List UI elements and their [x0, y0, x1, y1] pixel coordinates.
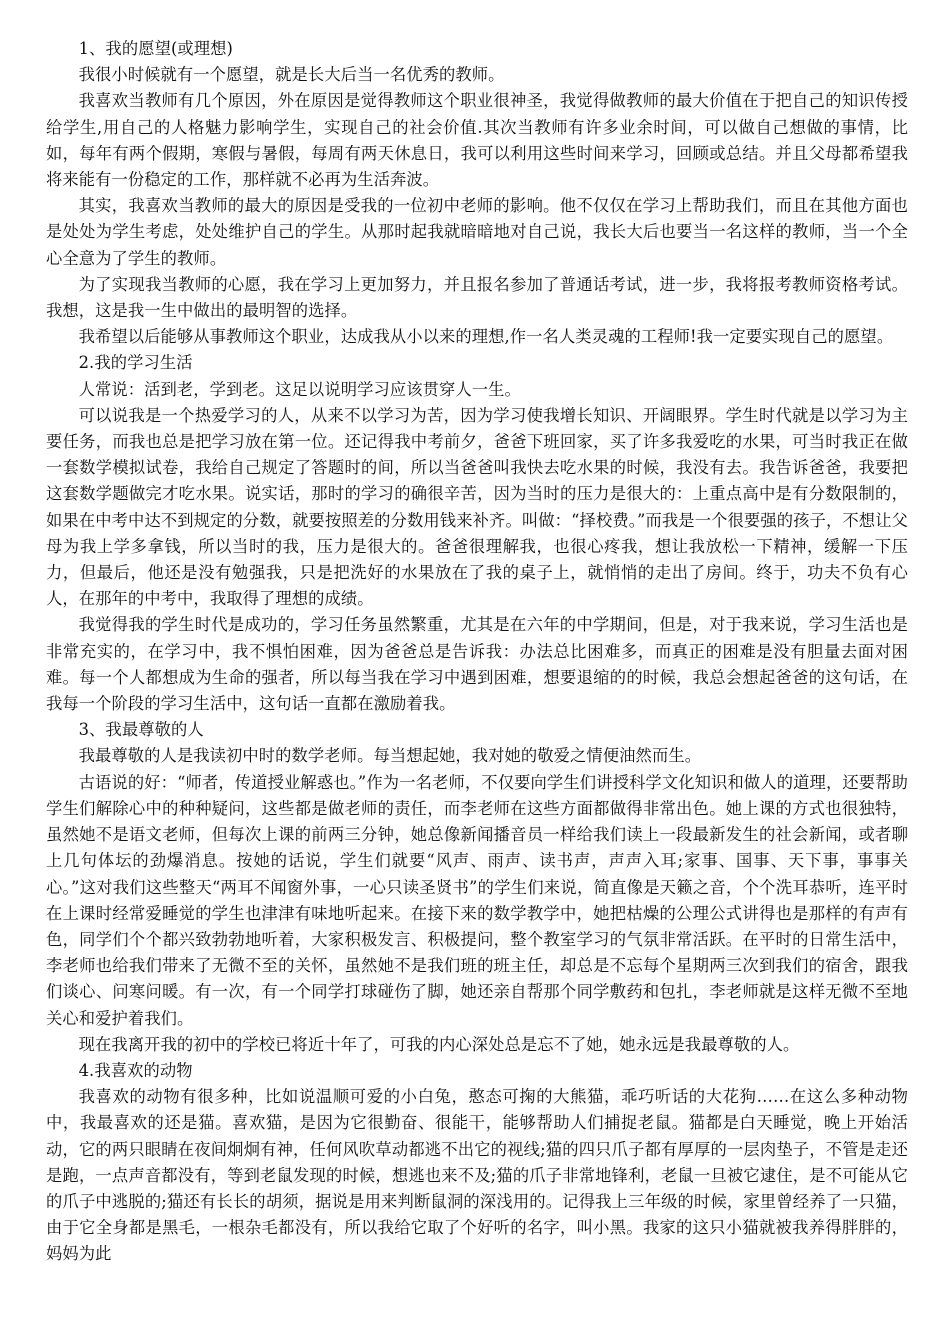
- paragraph: 为了实现我当教师的心愿，我在学习上更加努力，并且报名参加了普通话考试，进一步，我将报考教师资格考试。我想，这是我一生中做出的最明智的选择。: [46, 274, 908, 321]
- section-heading-wish: 1、我的愿望(或理想): [78, 39, 234, 58]
- paragraph: 现在我离开我的初中的学校已将近十年了，可我的内心深处总是忘不了她，她永远是我最尊敬的人。: [78, 1034, 800, 1054]
- section-heading-favorite-animal: 4.我喜欢的动物: [78, 1060, 193, 1080]
- paragraph: 其实，我喜欢当教师的最大的原因是受我的一位初中老师的影响。他不仅仅在学习上帮助我们，而且在其他方面也是处处为学生考虑，处处维护自己的学生。从那时起我就暗暗地对自己说，我长大后也要当一名这样的教师，当一个全心全意为了学生的教师。: [46, 196, 908, 268]
- paragraph: 我很小时候就有一个愿望，就是长大后当一名优秀的教师。: [78, 65, 505, 85]
- paragraph: 我喜欢的动物有很多种，比如说温顺可爱的小白兔，憨态可掬的大熊猫，乖巧听话的大花狗……在这么多种动物中，我最喜欢的还是猫。喜欢猫，是因为它很勤奋、很能干，能够帮助人们捕捉老鼠。猫都是白天睡觉，晚上开始活动，它的两只眼睛在夜间炯炯有神，任何风吹草动都逃不出它的视线;猫的四只爪子都有厚厚的一层肉垫子，不管是走还是跑，一点声音都没有，等到老鼠发现的时候，想逃也来不及;猫的爪子非常地锋利，老鼠一旦被它逮住，是不可能从它的爪子中逃脱的;猫还有长长的胡须，据说是用来判断鼠洞的深浅用的。记得我上三年级的时候，家里曾经养了一只猫，由于它全身都是黑毛，一根杂毛都没有，所以我给它取了个好听的名字，叫小黑。我家的这只小猫就被我养得胖胖的，妈妈为此: [46, 1087, 908, 1264]
- paragraph: 我最尊敬的人是我读初中时的数学老师。每当想起她，我对她的敬爱之情便油然而生。: [78, 746, 702, 766]
- paragraph: 我希望以后能够从事教师这个职业，达成我从小以来的理想,作一名人类灵魂的工程师!我一定要实现自己的愿望。: [78, 327, 894, 347]
- paragraph: 我喜欢当教师有几个原因，外在原因是觉得教师这个职业很神圣，我觉得做教师的最大价值在于把自己的知识传授给学生,用自己的人格魅力影响学生，实现自己的社会价值.其次当教师有许多业余时间，可以做自己想做的事情，比如，每年有两个假期，寒假与暑假，每周有两天休息日，我可以利用这些时间来学习，回顾或总结。并且父母都希望我将来能有一份稳定的工作，那样就不必再为生活奔波。: [46, 91, 908, 190]
- paragraph: 我觉得我的学生时代是成功的，学习任务虽然繁重，尤其是在六年的中学期间，但是，对于我来说，学习生活也是非常充实的，在学习中，我不惧怕困难，因为爸爸总是告诉我：办法总比困难多，而真正的困难是没有胆量去面对困难。每一个人都想成为生命的强者，所以每当我在学习中遇到困难，想要退缩的的时候，我总会想起爸爸的这句话，在我每一个阶段的学习生活中，这句话一直都在激励着我。: [46, 615, 908, 714]
- paragraph: 可以说我是一个热爱学习的人，从来不以学习为苦，因为学习使我增长知识、开阔眼界。学生时代就是以学习为主要任务，而我也总是把学习放在第一位。还记得我中考前夕，爸爸下班回家，买了许多我爱吃的水果，可当时我正在做一套数学模拟试卷，我给自己规定了答题时的间，所以当爸爸叫我快去吃水果的时候，我没有去。我告诉爸爸，我要把这套数学题做完才吃水果。说实话，那时的学习的确很辛苦，因为当时的压力是很大的：上重点高中是有分数限制的，如果在中考中达不到规定的分数，就要按照差的分数用钱来补齐。叫做：“择校费。”而我是一个很要强的孩子，不想让父母为我上学多拿钱，所以当时的我，压力是很大的。爸爸很理解我，也很心疼我，想让我放松一下精神，缓解一下压力，但最后，他还是没有勉强我，只是把洗好的水果放在了我的桌子上，就悄悄的走出了房间。终于，功夫不负有心人，在那年的中考中，我取得了理想的成绩。: [46, 405, 908, 609]
- section-heading-respected-person: 3、我最尊敬的人: [78, 720, 204, 740]
- paragraph: 古语说的好：“师者，传道授业解惑也。”作为一名老师，不仅要向学生们讲授科学文化知识和做人的道理，还要帮助学生们解除心中的种种疑问，这些都是做老师的责任，而李老师在这些方面都做得非常出色。她上课的方式也很独特，虽然她不是语文老师，但每次上课的前两三分钟，她总像新闻播音员一样给我们读上一段最新发生的社会新闻，或者聊上几句体坛的劲爆消息。按她的话说，学生们就要“风声、雨声、读书声，声声入耳;家事、国事、天下事，事事关心。”这对我们这些整天“两耳不闻窗外事，一心只读圣贤书”的学生们来说，简直像是天籁之音，个个洗耳恭听，连平时在上课时经常爱睡觉的学生也津津有味地听起来。在接下来的数学教学中，她把枯燥的公理公式讲得也是那样的有声有色，同学们个个都兴致勃勃地听着，大家积极发言、积极提问，整个教室学习的气氛非常活跃。在平时的日常生活中，李老师也给我们带来了无微不至的关怀，虽然她不是我们班的班主任，却总是不忘每个星期两三次到我们的宿舍，跟我们谈心、问寒问暖。有一次，有一个同学打球碰伤了脚，她还亲自帮那个同学敷药和包扎，李老师就是这样无微不至地关心和爱护着我们。: [46, 772, 908, 1028]
- section-heading-study-life: 2.我的学习生活: [78, 353, 193, 373]
- paragraph: 人常说：活到老，学到老。这足以说明学习应该贯穿人一生。: [78, 379, 521, 399]
